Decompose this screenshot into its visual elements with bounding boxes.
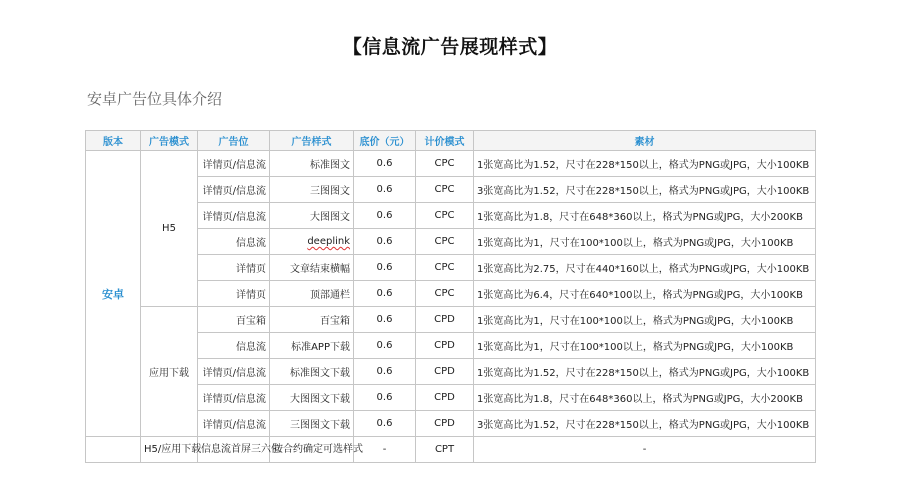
header-billing-mode: 计价模式: [416, 131, 474, 151]
material-cell: 1张宽高比为1.8，尺寸在648*360以上，格式为PNG或JPG，大小200KB: [474, 385, 816, 411]
table-row: [86, 437, 816, 463]
material-cell: -: [474, 437, 816, 463]
billing-cell: CPC: [416, 177, 474, 203]
material-cell: 3张宽高比为1.52，尺寸在228*150以上，格式为PNG或JPG，大小100KB: [474, 177, 816, 203]
slot-cell: 详情页/信息流: [198, 359, 270, 385]
section-heading: 安卓广告位具体介绍: [87, 90, 223, 108]
material-cell: 3张宽高比为1.52，尺寸在228*150以上，格式为PNG或JPG，大小100KB: [474, 411, 816, 437]
header-floor-price: 底价（元）: [354, 131, 416, 151]
slot-cell: 信息流: [198, 333, 270, 359]
slot-cell: 详情页: [198, 281, 270, 307]
style-cell: 百宝箱: [270, 307, 354, 333]
header-version: 版本: [86, 131, 141, 151]
style-cell: 标准APP下载: [270, 333, 354, 359]
slot-cell: 详情页/信息流: [198, 203, 270, 229]
slot-cell: 信息流首屏三六位: [198, 437, 270, 463]
table-row: [86, 151, 816, 177]
style-cell: 标准图文: [270, 151, 354, 177]
material-cell: 1张宽高比为1.52，尺寸在228*150以上，格式为PNG或JPG，大小100KB: [474, 151, 816, 177]
header-ad-style: 广告样式: [270, 131, 354, 151]
billing-cell: CPD: [416, 411, 474, 437]
material-cell: 1张宽高比为1.8，尺寸在648*360以上，格式为PNG或JPG，大小200KB: [474, 203, 816, 229]
billing-cell: CPD: [416, 359, 474, 385]
version-cell: 安卓: [86, 151, 141, 437]
price-cell: 0.6: [354, 151, 416, 177]
slot-cell: 详情页/信息流: [198, 385, 270, 411]
slot-cell: 信息流: [198, 229, 270, 255]
header-ad-slot: 广告位: [198, 131, 270, 151]
price-cell: 0.6: [354, 255, 416, 281]
material-cell: 1张宽高比为1，尺寸在100*100以上，格式为PNG或JPG，大小100KB: [474, 307, 816, 333]
price-cell: 0.6: [354, 411, 416, 437]
slot-cell: 详情页: [198, 255, 270, 281]
billing-cell: CPD: [416, 333, 474, 359]
mode-cell-app-download: 应用下载: [141, 307, 198, 437]
slot-cell: 详情页/信息流: [198, 151, 270, 177]
style-cell: 按合约确定可选样式: [270, 437, 354, 463]
style-cell: 三图图文下载: [270, 411, 354, 437]
price-cell: 0.6: [354, 229, 416, 255]
slot-cell: 百宝箱: [198, 307, 270, 333]
price-cell: 0.6: [354, 385, 416, 411]
mode-cell-h5-app: H5/应用下载: [141, 437, 198, 463]
price-cell: -: [354, 437, 416, 463]
billing-cell: CPC: [416, 203, 474, 229]
billing-cell: CPC: [416, 229, 474, 255]
style-cell: 大图图文下载: [270, 385, 354, 411]
version-cell-empty: [86, 437, 141, 463]
slot-cell: 详情页/信息流: [198, 411, 270, 437]
header-material: 素材: [474, 131, 816, 151]
material-cell: 1张宽高比为1，尺寸在100*100以上，格式为PNG或JPG，大小100KB: [474, 333, 816, 359]
slot-cell: 详情页/信息流: [198, 177, 270, 203]
price-cell: 0.6: [354, 307, 416, 333]
page-title: 【信息流广告展现样式】: [342, 36, 558, 58]
billing-cell: CPC: [416, 255, 474, 281]
style-cell: 三图图文: [270, 177, 354, 203]
price-cell: 0.6: [354, 177, 416, 203]
table-row: [86, 307, 816, 333]
material-cell: 1张宽高比为2.75，尺寸在440*160以上，格式为PNG或JPG，大小100KB: [474, 255, 816, 281]
price-cell: 0.6: [354, 203, 416, 229]
ad-spec-table: [85, 130, 816, 463]
style-cell: 标准图文下载: [270, 359, 354, 385]
price-cell: 0.6: [354, 333, 416, 359]
billing-cell: CPC: [416, 151, 474, 177]
material-cell: 1张宽高比为1.52，尺寸在228*150以上，格式为PNG或JPG，大小100KB: [474, 359, 816, 385]
header-ad-mode: 广告模式: [141, 131, 198, 151]
price-cell: 0.6: [354, 281, 416, 307]
mode-cell-h5: H5: [141, 151, 198, 307]
style-cell: 大图图文: [270, 203, 354, 229]
material-cell: 1张宽高比为6.4，尺寸在640*100以上，格式为PNG或JPG，大小100KB: [474, 281, 816, 307]
billing-cell: CPD: [416, 307, 474, 333]
billing-cell: CPC: [416, 281, 474, 307]
billing-cell: CPT: [416, 437, 474, 463]
material-cell: 1张宽高比为1，尺寸在100*100以上，格式为PNG或JPG，大小100KB: [474, 229, 816, 255]
style-cell: deeplink: [270, 229, 354, 255]
table-header-row: [86, 131, 816, 151]
style-cell: 文章结束横幅: [270, 255, 354, 281]
style-cell: 顶部通栏: [270, 281, 354, 307]
billing-cell: CPD: [416, 385, 474, 411]
price-cell: 0.6: [354, 359, 416, 385]
